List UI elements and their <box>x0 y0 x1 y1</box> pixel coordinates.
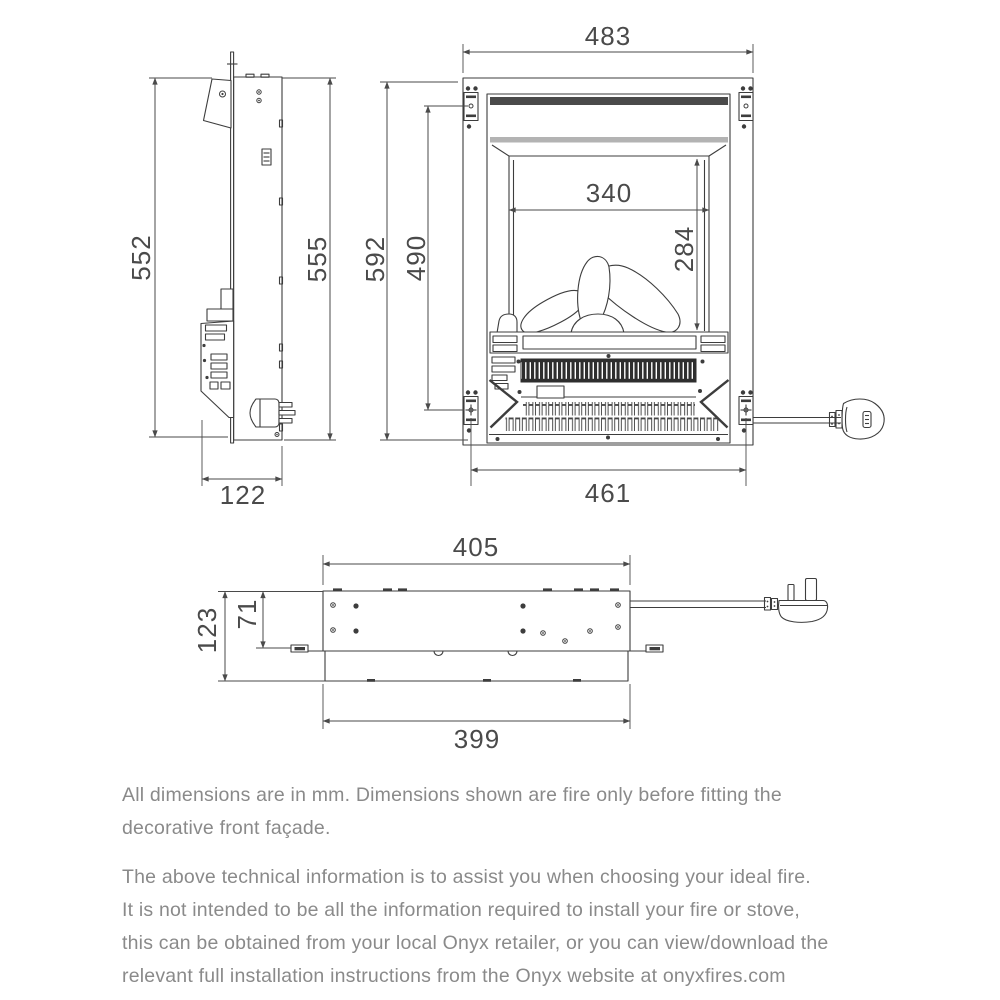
dim-side-front-height: 552 <box>126 234 156 281</box>
dim-front-fixing-height: 490 <box>401 234 431 282</box>
fuel-bed <box>490 332 728 353</box>
fire-logs <box>497 256 680 333</box>
dim-plan-overall-depth: 123 <box>192 606 222 654</box>
dim-front-overall-width: 483 <box>584 21 632 51</box>
dim-front-chassis-width: 461 <box>584 478 632 508</box>
data-plate <box>537 386 564 398</box>
dim-front-overall-height: 592 <box>360 235 390 283</box>
heater-panel <box>490 354 729 428</box>
vent-row-upper <box>523 402 695 416</box>
dim-plan-top-width: 405 <box>452 532 500 562</box>
heater-outlet-grille <box>521 359 696 382</box>
front-trim-strip <box>490 137 728 143</box>
dim-plan-inset-depth: 71 <box>232 598 262 630</box>
note-line: All dimensions are in mm. Dimensions shown are fire only before fitting the <box>122 784 782 806</box>
dim-side-overall-height: 555 <box>302 235 332 283</box>
notes-block <box>122 779 967 1000</box>
front-canopy-strip <box>490 97 728 105</box>
plan-body-outline <box>323 591 630 651</box>
dim-side-depth: 122 <box>219 480 267 510</box>
front-view <box>360 21 884 508</box>
side-control-panel <box>201 289 234 418</box>
note-line: relevant full installation instructions from the Onyx website at onyxfires.com <box>122 965 786 987</box>
note-line: The above technical information is to assist you when choosing your ideal fire. <box>122 866 811 888</box>
side-body-outline <box>234 77 282 440</box>
fixing-bracket-top-left <box>464 86 478 128</box>
plan-flange-outline <box>325 651 628 681</box>
side-view <box>126 52 336 510</box>
side-top-bracket <box>204 79 232 128</box>
uk-plug-profile-icon <box>630 579 828 623</box>
dim-plan-bottom-width: 399 <box>453 724 501 754</box>
dim-front-opening-width: 340 <box>585 178 633 208</box>
note-line: this can be obtained from your local Onyx retailer, or you can view/download the <box>122 932 829 954</box>
note-disclaimer <box>122 861 967 993</box>
uk-plug-side-icon <box>250 399 295 437</box>
dim-front-opening-height: 284 <box>669 225 699 273</box>
note-line: It is not intended to be all the information required to install your fire or stove, <box>122 899 800 921</box>
note-dimensions <box>122 779 967 845</box>
plan-view <box>192 532 828 754</box>
vent-row-lower <box>506 418 719 432</box>
note-line: decorative front façade. <box>122 817 331 839</box>
fire-pebble <box>497 314 517 333</box>
fixing-bracket-top-right <box>739 86 753 128</box>
uk-plug-back-icon <box>753 399 884 439</box>
